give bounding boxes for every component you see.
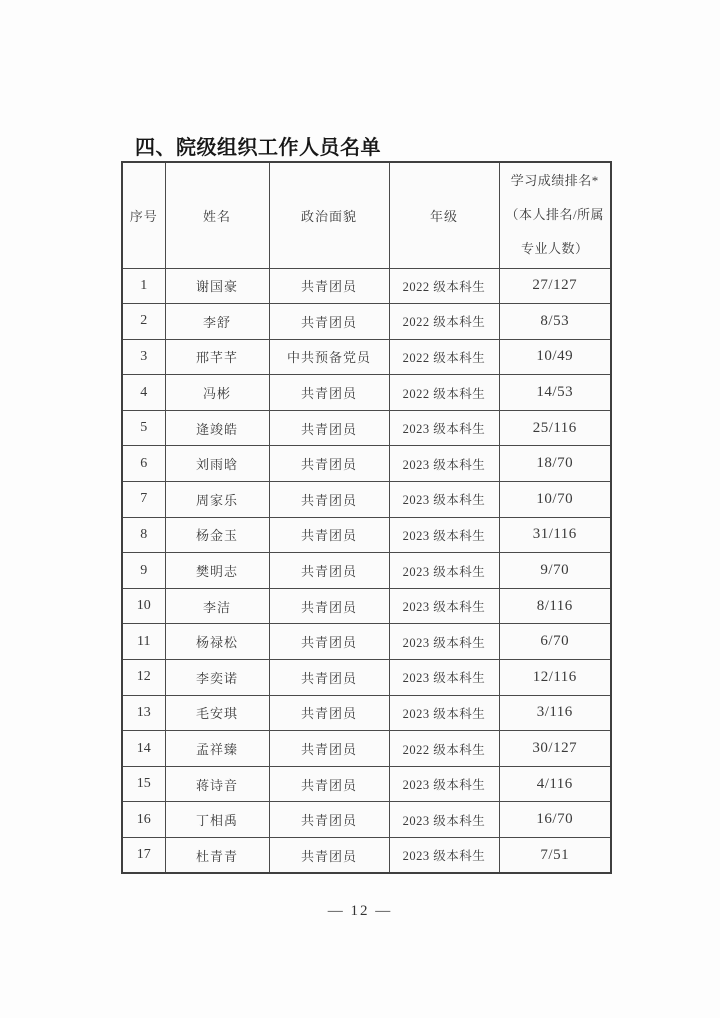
table-cell: 2022 级本科生 bbox=[389, 268, 499, 304]
table-cell: 7/51 bbox=[499, 838, 611, 874]
table-cell: 共青团员 bbox=[269, 517, 389, 553]
table-cell: 2023 级本科生 bbox=[389, 802, 499, 838]
table-cell: 2022 级本科生 bbox=[389, 339, 499, 375]
table-cell: 2023 级本科生 bbox=[389, 553, 499, 589]
table-cell: 2023 级本科生 bbox=[389, 766, 499, 802]
table-body bbox=[122, 268, 611, 873]
header-cell-political-status: 政治面貌 bbox=[269, 162, 389, 268]
table-row bbox=[122, 766, 611, 802]
table-cell: 杜青青 bbox=[165, 838, 269, 874]
table-cell: 共青团员 bbox=[269, 553, 389, 589]
table-cell: 李舒 bbox=[165, 304, 269, 340]
table-cell: 2023 级本科生 bbox=[389, 660, 499, 696]
table-row bbox=[122, 482, 611, 518]
table-cell: 邢芊芊 bbox=[165, 339, 269, 375]
table-cell: 10/70 bbox=[499, 482, 611, 518]
table-cell: 2023 级本科生 bbox=[389, 517, 499, 553]
table-row bbox=[122, 339, 611, 375]
table-cell: 李奕诺 bbox=[165, 660, 269, 696]
table-cell: 2022 级本科生 bbox=[389, 731, 499, 767]
table-cell: 共青团员 bbox=[269, 802, 389, 838]
table-cell: 2023 级本科生 bbox=[389, 838, 499, 874]
table-cell: 4/116 bbox=[499, 766, 611, 802]
table-cell: 7 bbox=[122, 482, 165, 518]
table-cell: 31/116 bbox=[499, 517, 611, 553]
table-cell: 3/116 bbox=[499, 695, 611, 731]
header-cell-rank bbox=[499, 162, 611, 268]
table-cell: 共青团员 bbox=[269, 838, 389, 874]
table-cell: 17 bbox=[122, 838, 165, 874]
table-cell: 8/53 bbox=[499, 304, 611, 340]
table-row bbox=[122, 304, 611, 340]
table-cell: 李洁 bbox=[165, 588, 269, 624]
table-cell: 12 bbox=[122, 660, 165, 696]
table-cell: 14 bbox=[122, 731, 165, 767]
table-row bbox=[122, 802, 611, 838]
table-cell: 9 bbox=[122, 553, 165, 589]
table-cell: 蒋诗音 bbox=[165, 766, 269, 802]
table-row bbox=[122, 375, 611, 411]
table-cell: 8/116 bbox=[499, 588, 611, 624]
page-number: — 12 — bbox=[327, 903, 393, 919]
table-cell: 12/116 bbox=[499, 660, 611, 696]
table-row bbox=[122, 517, 611, 553]
table-row bbox=[122, 410, 611, 446]
header-rank-line3: 专业人数） bbox=[520, 241, 589, 257]
table-cell: 2023 级本科生 bbox=[389, 410, 499, 446]
table-cell: 孟祥臻 bbox=[165, 731, 269, 767]
table-cell: 共青团员 bbox=[269, 588, 389, 624]
table-cell: 共青团员 bbox=[269, 268, 389, 304]
table-cell: 刘雨晗 bbox=[165, 446, 269, 482]
table-row bbox=[122, 731, 611, 767]
table-header bbox=[122, 162, 611, 268]
table-cell: 30/127 bbox=[499, 731, 611, 767]
staff-roster-table bbox=[121, 161, 612, 874]
table-cell: 丁相禹 bbox=[165, 802, 269, 838]
table-cell: 8 bbox=[122, 517, 165, 553]
table-cell: 共青团员 bbox=[269, 410, 389, 446]
table-cell: 冯彬 bbox=[165, 375, 269, 411]
table-cell: 3 bbox=[122, 339, 165, 375]
table-cell: 杨金玉 bbox=[165, 517, 269, 553]
table-cell: 周家乐 bbox=[165, 482, 269, 518]
page-title: 四、院级组织工作人员名单 bbox=[135, 137, 381, 159]
table-row bbox=[122, 660, 611, 696]
table-cell: 杨禄松 bbox=[165, 624, 269, 660]
table-cell: 27/127 bbox=[499, 268, 611, 304]
table-cell: 共青团员 bbox=[269, 731, 389, 767]
table-row bbox=[122, 695, 611, 731]
table-cell: 11 bbox=[122, 624, 165, 660]
table-cell: 2022 级本科生 bbox=[389, 375, 499, 411]
table-cell: 2023 级本科生 bbox=[389, 482, 499, 518]
table-cell: 18/70 bbox=[499, 446, 611, 482]
table-cell: 共青团员 bbox=[269, 624, 389, 660]
table-cell: 共青团员 bbox=[269, 375, 389, 411]
table-cell: 25/116 bbox=[499, 410, 611, 446]
table-cell: 逄竣皓 bbox=[165, 410, 269, 446]
table-cell: 9/70 bbox=[499, 553, 611, 589]
header-cell-index: 序号 bbox=[122, 162, 165, 268]
table-cell: 16/70 bbox=[499, 802, 611, 838]
header-rank-line2: （本人排名/所属 bbox=[505, 207, 605, 223]
table-row bbox=[122, 838, 611, 874]
table-cell: 共青团员 bbox=[269, 482, 389, 518]
table-cell: 毛安琪 bbox=[165, 695, 269, 731]
table-cell: 2023 级本科生 bbox=[389, 588, 499, 624]
table-row bbox=[122, 553, 611, 589]
table-row bbox=[122, 446, 611, 482]
table-row bbox=[122, 624, 611, 660]
table-cell: 16 bbox=[122, 802, 165, 838]
table-cell: 14/53 bbox=[499, 375, 611, 411]
header-row bbox=[122, 162, 611, 268]
table-cell: 谢国豪 bbox=[165, 268, 269, 304]
table-row bbox=[122, 268, 611, 304]
header-rank-line1: 学习成绩排名* bbox=[510, 173, 599, 189]
table-cell: 共青团员 bbox=[269, 660, 389, 696]
table-cell: 共青团员 bbox=[269, 695, 389, 731]
table-cell: 10/49 bbox=[499, 339, 611, 375]
header-cell-grade: 年级 bbox=[389, 162, 499, 268]
table-cell: 5 bbox=[122, 410, 165, 446]
table-cell: 4 bbox=[122, 375, 165, 411]
table-cell: 2023 级本科生 bbox=[389, 446, 499, 482]
table-cell: 6 bbox=[122, 446, 165, 482]
table-row bbox=[122, 588, 611, 624]
table-cell: 10 bbox=[122, 588, 165, 624]
table-cell: 共青团员 bbox=[269, 766, 389, 802]
table-cell: 6/70 bbox=[499, 624, 611, 660]
table-cell: 2023 级本科生 bbox=[389, 624, 499, 660]
table-cell: 中共预备党员 bbox=[269, 339, 389, 375]
table-cell: 2 bbox=[122, 304, 165, 340]
table-cell: 15 bbox=[122, 766, 165, 802]
header-cell-name: 姓名 bbox=[165, 162, 269, 268]
table-cell: 共青团员 bbox=[269, 446, 389, 482]
table-cell: 共青团员 bbox=[269, 304, 389, 340]
table-cell: 2023 级本科生 bbox=[389, 695, 499, 731]
table-cell: 2022 级本科生 bbox=[389, 304, 499, 340]
table-cell: 13 bbox=[122, 695, 165, 731]
table-cell: 1 bbox=[122, 268, 165, 304]
table-cell: 樊明志 bbox=[165, 553, 269, 589]
